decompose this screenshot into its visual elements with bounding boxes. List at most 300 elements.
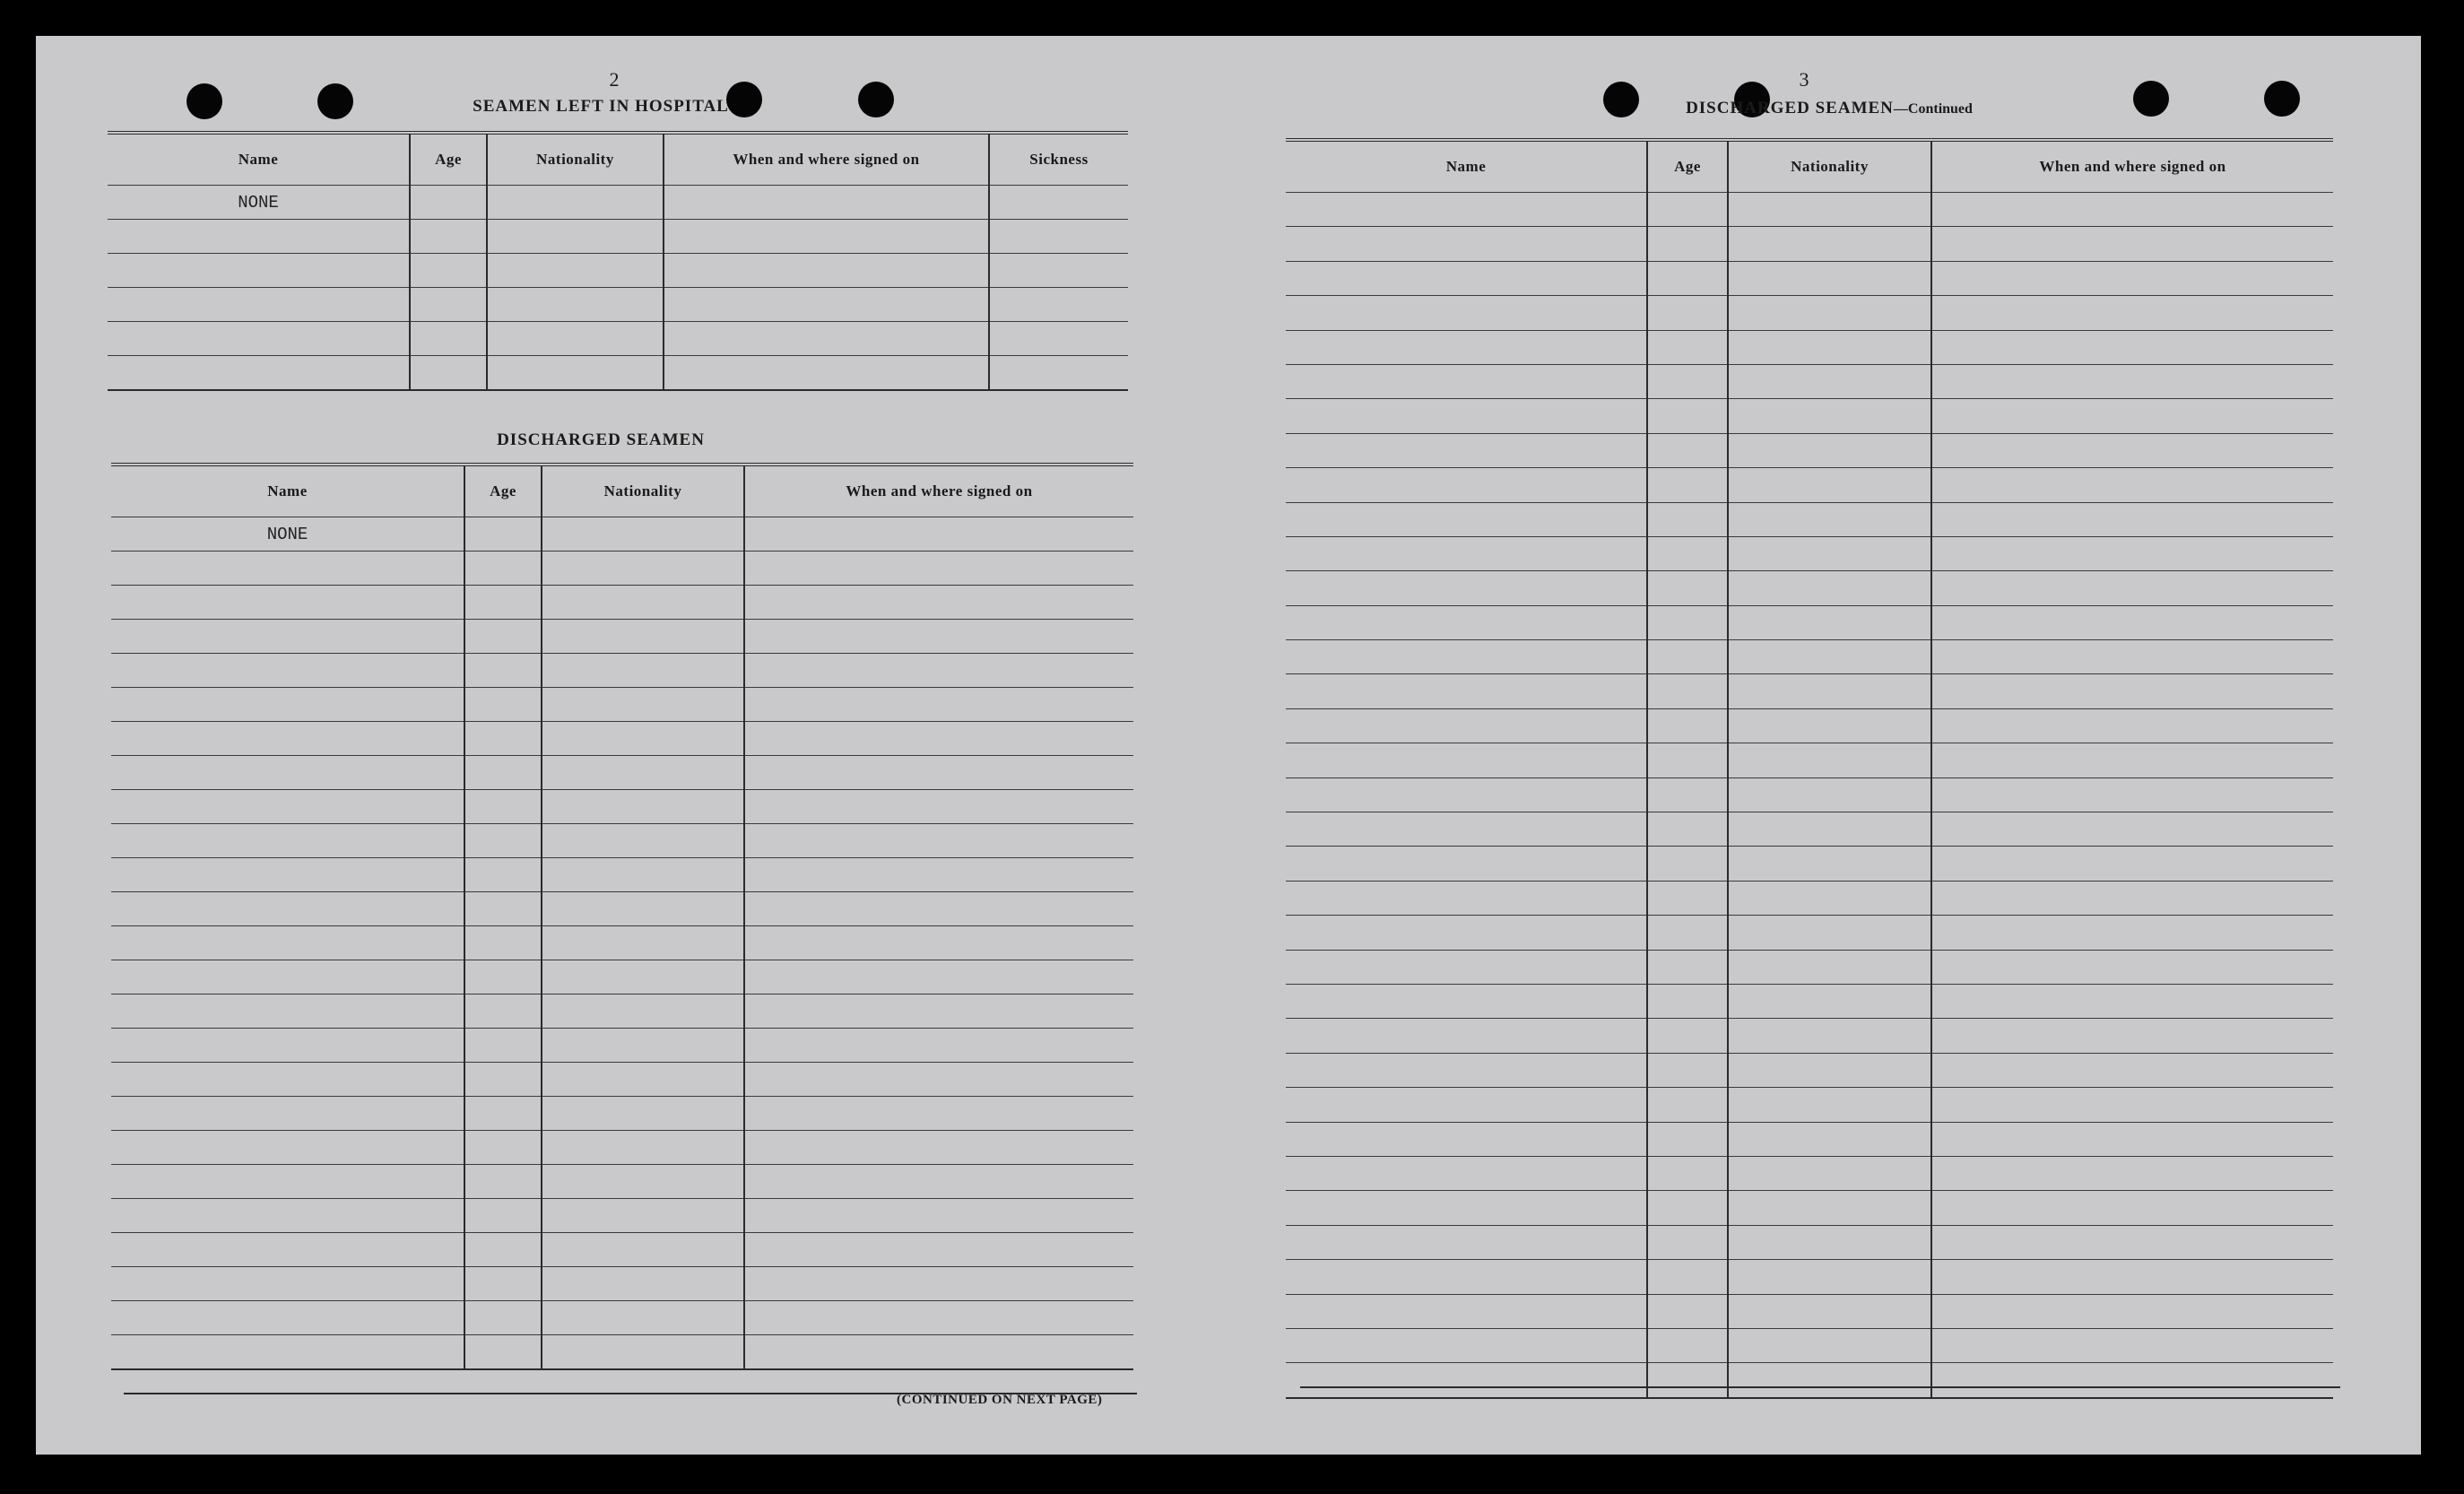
table-row	[108, 220, 1128, 254]
table-cell	[744, 1199, 1133, 1233]
table-cell	[664, 254, 989, 288]
table-cell	[1931, 502, 2333, 536]
table-row	[111, 654, 1133, 688]
table-row	[1286, 1260, 2333, 1294]
table-cell	[744, 620, 1133, 654]
table-row	[1286, 777, 2333, 812]
table-cell	[410, 254, 487, 288]
table-cell	[1931, 571, 2333, 605]
table-cell	[464, 1165, 542, 1199]
table-cell	[487, 186, 664, 220]
table-row	[111, 892, 1133, 926]
table-cell	[108, 254, 410, 288]
table-cell	[111, 1335, 464, 1370]
hospital-table-title: SEAMEN LEFT IN HOSPITAL	[473, 97, 729, 116]
table-cell	[1931, 468, 2333, 502]
table-cell	[1286, 1294, 1647, 1328]
table-row	[111, 552, 1133, 586]
table-cell	[1728, 296, 1931, 330]
table-cell	[464, 1301, 542, 1335]
table-cell	[1728, 1191, 1931, 1225]
table-cell	[1931, 1225, 2333, 1259]
table-cell	[111, 960, 464, 995]
column-header: When and where signed on	[744, 465, 1133, 517]
table-cell	[542, 1199, 744, 1233]
table-cell	[1931, 1053, 2333, 1087]
table-cell	[487, 288, 664, 322]
table-cell	[1931, 1260, 2333, 1294]
table-cell	[1931, 743, 2333, 777]
table-cell	[1647, 847, 1728, 881]
table-cell	[542, 1267, 744, 1301]
table-cell	[1931, 1191, 2333, 1225]
table-row	[111, 995, 1133, 1029]
table-cell	[744, 654, 1133, 688]
table-cell	[1728, 1088, 1931, 1122]
table-cell	[1931, 399, 2333, 433]
table-cell	[1647, 261, 1728, 295]
table-cell	[1647, 1225, 1728, 1259]
table-cell	[1647, 502, 1728, 536]
table-cell	[1931, 330, 2333, 364]
table-row	[1286, 261, 2333, 295]
table-cell	[111, 1233, 464, 1267]
table-cell	[542, 722, 744, 756]
table-row	[1286, 881, 2333, 915]
table-cell	[744, 995, 1133, 1029]
table-cell	[1647, 1019, 1728, 1053]
table-cell	[1286, 640, 1647, 674]
table-row	[111, 517, 1133, 552]
table-cell	[1931, 296, 2333, 330]
table-row	[108, 322, 1128, 356]
table-cell	[542, 586, 744, 620]
table-cell	[744, 1301, 1133, 1335]
column-header: Name	[108, 133, 410, 186]
table-cell	[1647, 984, 1728, 1018]
table-cell	[542, 1335, 744, 1370]
table-cell	[1286, 433, 1647, 467]
table-cell	[410, 356, 487, 391]
table-cell	[1728, 950, 1931, 984]
table-cell	[1286, 364, 1647, 398]
table-row	[111, 688, 1133, 722]
table-cell	[464, 1233, 542, 1267]
column-header: Nationality	[487, 133, 664, 186]
table-cell	[1728, 708, 1931, 743]
table-cell	[542, 926, 744, 960]
table-row	[1286, 502, 2333, 536]
table-cell	[464, 517, 542, 552]
table-row	[1286, 227, 2333, 261]
table-row	[1286, 640, 2333, 674]
table-row	[1286, 1363, 2333, 1398]
table-cell	[1647, 1122, 1728, 1156]
table-cell	[542, 1233, 744, 1267]
table-cell	[1931, 364, 2333, 398]
table-cell	[542, 1301, 744, 1335]
table-row	[108, 186, 1128, 220]
table-cell	[1728, 743, 1931, 777]
table-row	[1286, 296, 2333, 330]
table-row	[111, 620, 1133, 654]
table-row	[1286, 812, 2333, 847]
table-cell	[989, 322, 1128, 356]
table-cell	[1931, 433, 2333, 467]
table-cell	[1286, 743, 1647, 777]
table-cell	[1647, 777, 1728, 812]
table-cell	[1931, 1019, 2333, 1053]
table-cell	[1728, 812, 1931, 847]
table-cell	[542, 1063, 744, 1097]
table-cell	[744, 586, 1133, 620]
table-cell	[1286, 1019, 1647, 1053]
discharged-table-title: DISCHARGED SEAMEN	[497, 430, 705, 449]
continued-table	[1286, 138, 2333, 1399]
table-cell	[1728, 1260, 1931, 1294]
table-cell	[744, 552, 1133, 586]
hospital-table	[108, 131, 1128, 391]
table-row	[111, 926, 1133, 960]
table-cell	[1286, 1191, 1647, 1225]
table-cell	[410, 288, 487, 322]
table-cell	[464, 1097, 542, 1131]
continued-table-title-main: DISCHARGED SEAMEN	[1686, 99, 1894, 117]
table-cell	[542, 620, 744, 654]
table-cell	[464, 926, 542, 960]
table-row	[1286, 1328, 2333, 1362]
table-cell	[1728, 1122, 1931, 1156]
column-header: Nationality	[542, 465, 744, 517]
table-cell	[1728, 1019, 1931, 1053]
table-cell	[542, 517, 744, 552]
table-cell	[542, 1029, 744, 1063]
table-cell	[111, 620, 464, 654]
table-cell	[1647, 640, 1728, 674]
table-row	[1286, 1019, 2333, 1053]
table-cell	[1931, 777, 2333, 812]
table-cell	[464, 654, 542, 688]
table-cell	[111, 586, 464, 620]
table-cell	[1647, 1053, 1728, 1087]
table-cell	[1931, 536, 2333, 570]
table-cell	[464, 620, 542, 654]
page-number-left: 2	[609, 68, 620, 91]
table-cell	[464, 1131, 542, 1165]
table-cell	[464, 1199, 542, 1233]
table-cell	[1728, 640, 1931, 674]
table-cell	[111, 995, 464, 1029]
table-cell	[111, 1131, 464, 1165]
table-cell	[989, 220, 1128, 254]
table-cell	[464, 1335, 542, 1370]
table-row	[1286, 468, 2333, 502]
table-cell	[111, 1165, 464, 1199]
table-row	[1286, 571, 2333, 605]
punch-hole	[2264, 81, 2300, 117]
table-cell	[487, 356, 664, 391]
table-cell	[542, 552, 744, 586]
column-header: Sickness	[989, 133, 1128, 186]
table-row	[1286, 1191, 2333, 1225]
table-row	[111, 1199, 1133, 1233]
table-cell	[1647, 1363, 1728, 1398]
table-row	[111, 1029, 1133, 1063]
continued-table-title-suffix: —Continued	[1893, 101, 1973, 117]
table-cell	[744, 892, 1133, 926]
table-cell	[1728, 674, 1931, 708]
table-cell	[1286, 502, 1647, 536]
table-cell	[1728, 364, 1931, 398]
table-cell	[1286, 984, 1647, 1018]
continued-table-title	[1632, 99, 2026, 118]
table-row	[1286, 1156, 2333, 1190]
table-cell	[744, 824, 1133, 858]
bottom-rule-right	[1300, 1386, 2340, 1388]
table-row	[1286, 536, 2333, 570]
table-cell	[989, 254, 1128, 288]
table-row	[111, 586, 1133, 620]
table-cell	[744, 960, 1133, 995]
table-cell	[464, 995, 542, 1029]
table-cell	[1728, 571, 1931, 605]
table-cell	[1728, 227, 1931, 261]
table-cell	[111, 892, 464, 926]
table-cell	[1647, 881, 1728, 915]
table-cell	[1647, 812, 1728, 847]
table-cell	[1728, 261, 1931, 295]
table-cell	[1286, 1088, 1647, 1122]
table-row	[1286, 674, 2333, 708]
table-row	[1286, 708, 2333, 743]
table-row	[111, 1097, 1133, 1131]
table-cell	[1286, 571, 1647, 605]
table-cell	[1647, 1191, 1728, 1225]
table-cell	[1931, 1328, 2333, 1362]
table-row	[108, 288, 1128, 322]
table-cell	[111, 1097, 464, 1131]
table-cell	[744, 1097, 1133, 1131]
table-row	[1286, 605, 2333, 639]
table-cell	[111, 824, 464, 858]
table-cell	[111, 1267, 464, 1301]
table-cell	[1647, 364, 1728, 398]
table-cell	[744, 1233, 1133, 1267]
table-row	[111, 1165, 1133, 1199]
table-cell	[744, 1131, 1133, 1165]
form-sheet	[36, 36, 2421, 1455]
table-cell	[542, 1165, 744, 1199]
table-cell	[1931, 261, 2333, 295]
table-cell	[1286, 881, 1647, 915]
table-cell	[108, 322, 410, 356]
table-cell	[487, 322, 664, 356]
table-cell	[1647, 296, 1728, 330]
page-number-right: 3	[1799, 68, 1809, 91]
table-cell: NONE	[108, 186, 410, 220]
table-cell	[1931, 640, 2333, 674]
table-row	[111, 722, 1133, 756]
table-cell	[744, 1267, 1133, 1301]
table-row	[111, 756, 1133, 790]
table-cell	[464, 960, 542, 995]
continued-footer-note: (CONTINUED ON NEXT PAGE)	[897, 1393, 1103, 1407]
table-cell	[1931, 605, 2333, 639]
table-cell	[1286, 1328, 1647, 1362]
table-cell	[542, 654, 744, 688]
table-cell	[1647, 468, 1728, 502]
table-cell	[1286, 1122, 1647, 1156]
table-cell	[744, 517, 1133, 552]
table-cell	[1647, 950, 1728, 984]
table-cell	[1931, 1156, 2333, 1190]
table-cell	[464, 552, 542, 586]
table-cell	[1647, 743, 1728, 777]
table-cell	[464, 824, 542, 858]
table-cell	[1647, 674, 1728, 708]
table-row	[1286, 916, 2333, 950]
table-cell	[410, 186, 487, 220]
table-cell	[1728, 1053, 1931, 1087]
table-row	[1286, 1053, 2333, 1087]
table-cell	[744, 858, 1133, 892]
table-cell	[1286, 708, 1647, 743]
table-cell	[542, 858, 744, 892]
table-cell	[1647, 1260, 1728, 1294]
table-cell	[1286, 227, 1647, 261]
table-cell	[542, 995, 744, 1029]
table-cell	[1931, 227, 2333, 261]
table-cell	[1728, 1363, 1931, 1398]
table-cell	[1931, 950, 2333, 984]
punch-hole	[317, 83, 353, 119]
table-cell	[1728, 1225, 1931, 1259]
table-cell	[1728, 399, 1931, 433]
table-cell	[1728, 433, 1931, 467]
table-cell	[664, 356, 989, 391]
table-cell	[1728, 193, 1931, 227]
table-cell	[1286, 399, 1647, 433]
table-cell	[1647, 227, 1728, 261]
column-header: When and where signed on	[1931, 140, 2333, 193]
table-cell	[464, 892, 542, 926]
table-cell	[487, 220, 664, 254]
table-cell	[1647, 1088, 1728, 1122]
table-cell	[744, 790, 1133, 824]
table-cell	[1931, 847, 2333, 881]
table-cell	[1647, 193, 1728, 227]
column-header: Age	[464, 465, 542, 517]
table-cell	[111, 1029, 464, 1063]
table-cell	[744, 1029, 1133, 1063]
table-cell	[542, 960, 744, 995]
table-cell	[1647, 571, 1728, 605]
table-cell	[1286, 812, 1647, 847]
table-cell	[1286, 1156, 1647, 1190]
column-header: Name	[111, 465, 464, 517]
table-cell	[108, 288, 410, 322]
table-cell	[1728, 847, 1931, 881]
table-cell	[410, 322, 487, 356]
table-cell	[989, 186, 1128, 220]
table-cell	[542, 824, 744, 858]
table-cell	[1728, 916, 1931, 950]
table-cell	[111, 688, 464, 722]
table-cell	[1647, 330, 1728, 364]
table-cell	[1286, 674, 1647, 708]
table-cell	[744, 1063, 1133, 1097]
table-cell	[1647, 916, 1728, 950]
table-cell	[1286, 605, 1647, 639]
table-cell	[1931, 1294, 2333, 1328]
table-row	[111, 790, 1133, 824]
table-cell	[1728, 605, 1931, 639]
table-row	[1286, 847, 2333, 881]
table-cell	[1647, 1156, 1728, 1190]
table-cell	[542, 756, 744, 790]
table-cell	[1647, 433, 1728, 467]
table-cell	[464, 586, 542, 620]
table-cell	[1286, 1260, 1647, 1294]
table-cell	[1286, 777, 1647, 812]
table-row	[1286, 330, 2333, 364]
table-cell	[744, 1335, 1133, 1370]
table-cell	[1286, 468, 1647, 502]
table-row	[1286, 399, 2333, 433]
table-cell	[464, 756, 542, 790]
table-cell	[111, 1063, 464, 1097]
table-row	[108, 356, 1128, 391]
table-row	[111, 1335, 1133, 1370]
table-row	[108, 254, 1128, 288]
table-cell	[1931, 984, 2333, 1018]
table-cell	[744, 688, 1133, 722]
table-cell	[111, 654, 464, 688]
table-cell	[464, 858, 542, 892]
table-cell	[1931, 812, 2333, 847]
table-cell	[1931, 1122, 2333, 1156]
table-cell	[464, 722, 542, 756]
punch-hole	[187, 83, 222, 119]
table-cell	[1286, 950, 1647, 984]
table-cell	[1286, 193, 1647, 227]
table-row	[111, 1131, 1133, 1165]
table-cell	[1931, 674, 2333, 708]
table-cell	[111, 722, 464, 756]
table-cell	[1931, 1088, 2333, 1122]
table-cell	[1728, 777, 1931, 812]
table-cell	[464, 1267, 542, 1301]
table-cell	[1286, 847, 1647, 881]
table-cell	[1286, 261, 1647, 295]
table-cell	[1647, 1294, 1728, 1328]
table-cell	[1286, 916, 1647, 950]
table-row	[1286, 1294, 2333, 1328]
table-cell	[108, 356, 410, 391]
table-cell	[1647, 399, 1728, 433]
table-cell	[542, 790, 744, 824]
table-cell	[1728, 984, 1931, 1018]
table-cell	[1931, 193, 2333, 227]
table-cell	[664, 186, 989, 220]
table-row	[111, 1301, 1133, 1335]
table-row	[111, 824, 1133, 858]
table-cell	[744, 756, 1133, 790]
punch-hole	[858, 82, 894, 117]
table-row	[1286, 1225, 2333, 1259]
table-cell	[1647, 1328, 1728, 1362]
table-cell	[1286, 536, 1647, 570]
